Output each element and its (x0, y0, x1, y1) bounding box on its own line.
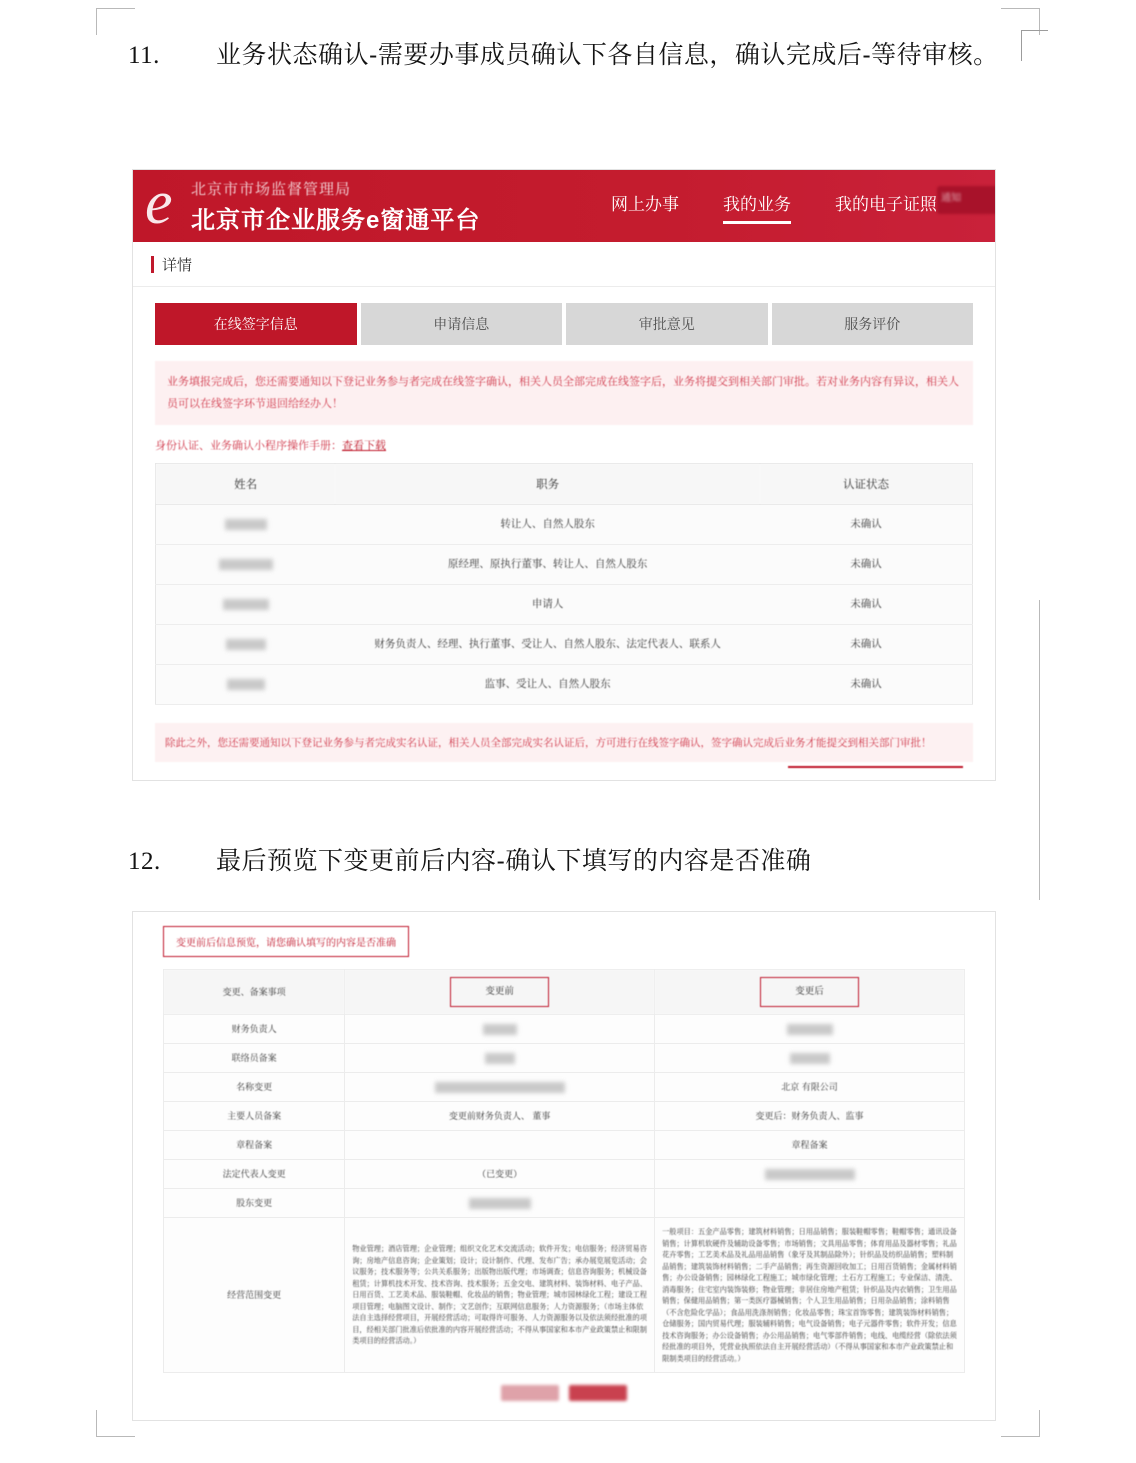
table-row (164, 1073, 965, 1102)
preview-button-row (163, 1373, 965, 1411)
cell-item: 法定代表人变更 (164, 1160, 345, 1189)
redacted-value (787, 1024, 833, 1035)
manual-row (155, 437, 973, 453)
step-12-number: 12. (128, 848, 161, 875)
cell-status: 未确认 (760, 625, 972, 665)
table-header-row (164, 970, 965, 1015)
cell-name (156, 665, 336, 705)
step-11-number: 11. (128, 42, 160, 69)
redacted-value (435, 1082, 565, 1093)
main-nav (611, 190, 937, 224)
detail-label: 详情 (162, 256, 193, 274)
cell-item: 名称变更 (164, 1073, 345, 1102)
platform-name: 北京市企业服务e窗通平台 (191, 207, 481, 234)
redacted-value (485, 1053, 515, 1064)
cell-after: 变更后：财务负责人、监事 (655, 1102, 965, 1131)
tab-service-review[interactable]: 服务评价 (772, 303, 974, 345)
realname-footnote (155, 723, 973, 762)
table-row (164, 1160, 965, 1189)
redacted-value (483, 1024, 517, 1035)
cell-before: （已变更） (345, 1160, 655, 1189)
signature-member-table (155, 463, 973, 705)
after-highlight-box: 变更后 (760, 977, 859, 1007)
manual-download-link[interactable]: 查看下载 (342, 440, 386, 452)
table-row (164, 1189, 965, 1218)
accent-bar (151, 256, 154, 273)
site-header (133, 170, 995, 242)
cell-status: 未确认 (760, 505, 972, 545)
preview-alert: 变更前后信息预览，请您确认填写的内容是否准确 (163, 926, 409, 957)
step-11-text: 业务状态确认-需要办事成员确认下各自信息，确认完成后-等待审核。 (216, 41, 999, 69)
submit-button[interactable] (569, 1385, 627, 1401)
cell-role: 申请人 (335, 585, 760, 625)
crop-mark-bottom-right (1001, 1410, 1040, 1437)
platform-logo-icon: e (145, 170, 173, 237)
cell-after (655, 1160, 965, 1189)
previous-step-button[interactable] (501, 1385, 559, 1401)
table-row (156, 585, 973, 625)
redacted-name (223, 599, 269, 610)
cell-before: 变更前财务负责人、 董事 (345, 1102, 655, 1131)
before-highlight-box: 变更前 (450, 977, 549, 1007)
cell-before (345, 1015, 655, 1044)
cell-role: 财务负责人、经理、执行董事、受让人、自然人股东、法定代表人、联系人 (335, 625, 760, 665)
cell-status: 未确认 (760, 665, 972, 705)
cell-item: 股东变更 (164, 1189, 345, 1218)
cell-status: 未确认 (760, 585, 972, 625)
col-header-name: 姓名 (156, 464, 336, 505)
step-11-paragraph (128, 26, 1008, 85)
table-header-row (156, 464, 973, 505)
redacted-value (790, 1053, 830, 1064)
col-header-before (345, 970, 655, 1015)
page-corner-marker (1021, 30, 1048, 61)
col-header-status: 认证状态 (760, 464, 972, 505)
cell-before (345, 1044, 655, 1073)
header-notice-badge[interactable]: 通知 (937, 186, 995, 214)
cell-before (345, 1131, 655, 1160)
cell-item: 联络员备案 (164, 1044, 345, 1073)
cell-after (655, 1044, 965, 1073)
cell-after-scope: 一般项目：五金产品零售；建筑材料销售；日用品销售；服装鞋帽零售；鞋帽零售；通讯设备销售；计算机软硬件及辅助设备零售；市场销售；文具用品零售；体育用品及器材零售；礼品花卉零售；工艺美术品及礼品用品销售（象牙及其制品除外）；针织品及纺织品销售；塑料制品销售；建筑装饰材料销售；二手产品销售；再生资源回收加工；日用百货销售；金属材料销售；办公设备销售；园林绿化工程施工；城市绿化管理；土石方工程施工；专业保洁、清洗、消毒服务；住宅室内装饰装修；物业管理；非居住房地产租赁；针织品及内衣销售；卫生用品销售；保健用品销售；第一类医疗器械销售；个人卫生用品销售；日用杂品销售；涂料销售（不含危险化学品）；食品用洗涤剂销售；化妆品零售；珠宝首饰零售；建筑装饰材料销售；仓储服务；国内贸易代理；服装辅料销售；电气设备销售；电子元器件零售；软件开发；信息技术咨询服务；办公设备销售；办公用品销售；电气零部件销售；电线、电缆经营（除依法须经批准的项目外，凭营业执照依法自主开展经营活动）（不得从事国家和本市产业政策禁止和限制类项目的经营活动。） (655, 1218, 965, 1373)
nav-item-online-service[interactable]: 网上办事 (611, 195, 679, 214)
cell-role: 监事、受让人、自然人股东 (335, 665, 760, 705)
screenshot-online-signature (133, 170, 995, 780)
redacted-name (227, 679, 265, 690)
cell-item: 财务负责人 (164, 1015, 345, 1044)
col-header-after (655, 970, 965, 1015)
tab-online-signature[interactable]: 在线签字信息 (155, 303, 357, 345)
manual-label: 身份认证、业务确认小程序操作手册： (155, 440, 342, 452)
table-row (156, 505, 973, 545)
table-row (156, 625, 973, 665)
realname-footnote-text: 除此之外，您还需要通知以下登记业务参与者完成实名认证，相关人员全部完成实名认证后，方可进行在线签字确认，签字确认完成后业务才能提交到相关部门审批！ (165, 737, 932, 749)
cell-name (156, 625, 336, 665)
crop-mark-right-edge (1039, 600, 1040, 900)
preview-body (133, 912, 995, 1411)
cell-after: 章程备案 (655, 1131, 965, 1160)
tab-application-info[interactable]: 申请信息 (361, 303, 563, 345)
cell-role: 转让人、自然人股东 (335, 505, 760, 545)
cell-before (345, 1189, 655, 1218)
cell-after: 北京 有限公司 (655, 1073, 965, 1102)
footnote-underline (788, 766, 963, 768)
cell-before (345, 1073, 655, 1102)
step-12-paragraph (128, 832, 1008, 891)
tab-approval-opinion[interactable]: 审批意见 (566, 303, 768, 345)
table-row (164, 1218, 965, 1373)
crop-mark-bottom-left (96, 1410, 135, 1437)
redacted-value (469, 1198, 531, 1209)
col-header-role: 职务 (335, 464, 760, 505)
cell-name (156, 505, 336, 545)
change-comparison-table (163, 969, 965, 1373)
cell-item: 主要人员备案 (164, 1102, 345, 1131)
table-row (164, 1102, 965, 1131)
cell-before-scope: 物业管理；酒店管理；企业管理；组织文化艺术交流活动；软件开发；电信服务；经济贸易咨询；房地产信息咨询；企业策划；设计；设计制作、代理、发布广告；承办展览展览活动；会议服务；技术服务等；公共关系服务；出版物出版代理；市场调查；信息咨询服务；机械设备租赁；计算机技术开发、技术咨询、技术服务；五金交电、建筑材料、装饰材料、电子产品、日用百货、工艺美术品、服装鞋帽、化妆品的销售；物业管理；城市园林绿化工程；建设工程项目管理；电脑图文设计、制作；文艺创作；互联网信息服务；人力资源服务；（市场主体依法自主选择经营项目，开展经营活动；可取得许可服务、人力资源服务以及依法须经批准的项目，经相关部门批准后依批准的内容开展经营活动；不得从事国家和本市产业政策禁止和限制类项目的经营活动。） (345, 1218, 655, 1373)
table-row (156, 665, 973, 705)
cell-name (156, 585, 336, 625)
screenshot-change-preview (133, 912, 995, 1420)
redacted-name (225, 519, 267, 530)
redacted-value (765, 1169, 855, 1180)
tab-bar (133, 287, 995, 345)
table-row (156, 545, 973, 585)
nav-item-my-business[interactable]: 我的业务 (723, 190, 791, 224)
org-name: 北京市市场监督管理局 (191, 181, 352, 198)
table-row (164, 1131, 965, 1160)
col-header-item: 变更、备案事项 (164, 970, 345, 1015)
signature-notice-text: 业务填报完成后，您还需要通知以下登记业务参与者完成在线签字确认，相关人员全部完成在线签字后，业务将提交到相关部门审批。若对业务内容有异议，相关人员可以在线签字环节退回给经办人！ (155, 361, 973, 425)
step-12-text: 最后预览下变更前后内容-确认下填写的内容是否准确 (216, 847, 812, 875)
detail-title-bar (133, 242, 995, 287)
table-row (164, 1044, 965, 1073)
cell-after (655, 1189, 965, 1218)
cell-item: 章程备案 (164, 1131, 345, 1160)
cell-role: 原经理、原执行董事、转让人、自然人股东 (335, 545, 760, 585)
table-row (164, 1015, 965, 1044)
cell-name (156, 545, 336, 585)
cell-after (655, 1015, 965, 1044)
redacted-name (219, 559, 273, 570)
redacted-name (226, 639, 266, 650)
nav-item-my-e-license[interactable]: 我的电子证照 (835, 195, 937, 214)
cell-item: 经营范围变更 (164, 1218, 345, 1373)
cell-status: 未确认 (760, 545, 972, 585)
